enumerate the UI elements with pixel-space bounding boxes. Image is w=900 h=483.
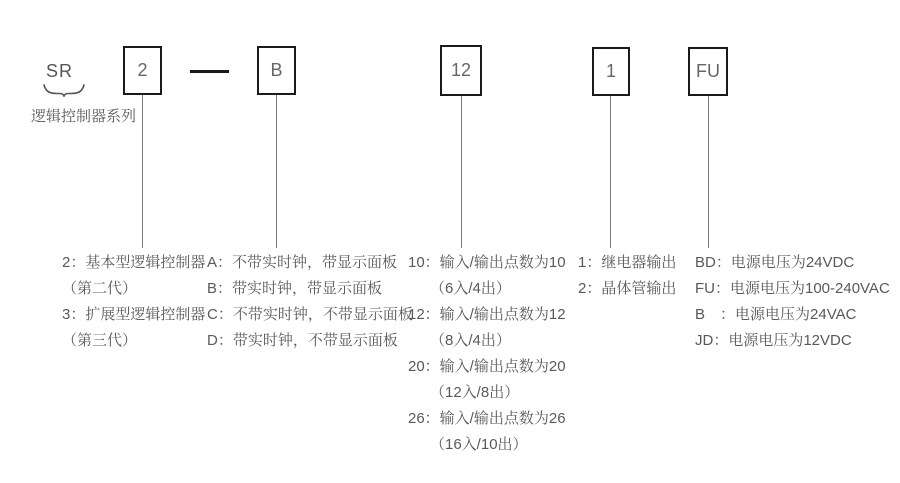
series-prefix-code: SR xyxy=(46,61,74,81)
legend-line: 2：基本型逻辑控制器 xyxy=(62,254,206,271)
legend-line: 26：输入/输出点数为26 xyxy=(408,410,566,427)
legend-line: JD：电源电压为12VDC xyxy=(695,332,852,349)
legend-column-generation xyxy=(62,250,205,354)
legend-line: （8入/4出） xyxy=(430,332,511,349)
legend-column-io-points xyxy=(408,250,566,458)
code-box-output-type xyxy=(592,47,630,96)
legend-line: （第三代） xyxy=(62,332,138,349)
legend-line: BD：电源电压为24VDC xyxy=(695,254,855,271)
legend-line: FU：电源电压为100-240VAC xyxy=(695,280,890,297)
code-box-generation xyxy=(123,46,162,95)
legend-line: 20：输入/输出点数为20 xyxy=(408,358,566,375)
legend-line: B：带实时钟，带显示面板 xyxy=(207,280,383,297)
code-box-power xyxy=(688,47,728,96)
code-box-clock-panel xyxy=(257,46,296,95)
legend-column-clock-panel xyxy=(207,250,413,354)
legend-column-output-type xyxy=(578,250,676,302)
legend-line: B ：电源电压为24VAC xyxy=(695,306,857,323)
legend-line: D：带实时钟，不带显示面板 xyxy=(207,332,398,349)
code-box-generation-value: 2 xyxy=(137,60,148,80)
legend-line: 2：晶体管输出 xyxy=(578,280,677,297)
underbrace-icon xyxy=(42,83,86,97)
code-box-clock-panel-value: B xyxy=(270,60,283,80)
legend-line: （第二代） xyxy=(62,280,138,297)
connector-line-power xyxy=(708,96,709,248)
code-box-io-points xyxy=(440,45,482,96)
legend-line: 1：继电器输出 xyxy=(578,254,677,271)
legend-line: C：不带实时钟，不带显示面板 xyxy=(207,306,413,323)
connector-line-output-type xyxy=(610,96,611,248)
legend-line: A：不带实时钟，带显示面板 xyxy=(207,254,398,271)
separator-dash xyxy=(190,70,229,73)
code-box-io-points-value: 12 xyxy=(450,60,472,80)
legend-line: 10：输入/输出点数为10 xyxy=(408,254,566,271)
legend-line: （6入/4出） xyxy=(430,280,511,297)
connector-line-generation xyxy=(142,95,143,248)
connector-line-clock-panel xyxy=(276,95,277,248)
legend-column-power xyxy=(695,250,890,354)
legend-line: 3：扩展型逻辑控制器 xyxy=(62,306,206,323)
legend-line: （12入/8出） xyxy=(430,384,520,401)
legend-line: 12：输入/输出点数为12 xyxy=(408,306,566,323)
legend-line: （16入/10出） xyxy=(430,436,528,453)
connector-line-io-points xyxy=(461,96,462,248)
code-box-power-value: FU xyxy=(696,61,720,81)
code-box-output-type-value: 1 xyxy=(605,61,616,81)
series-prefix-label: 逻辑控制器系列 xyxy=(31,108,137,125)
